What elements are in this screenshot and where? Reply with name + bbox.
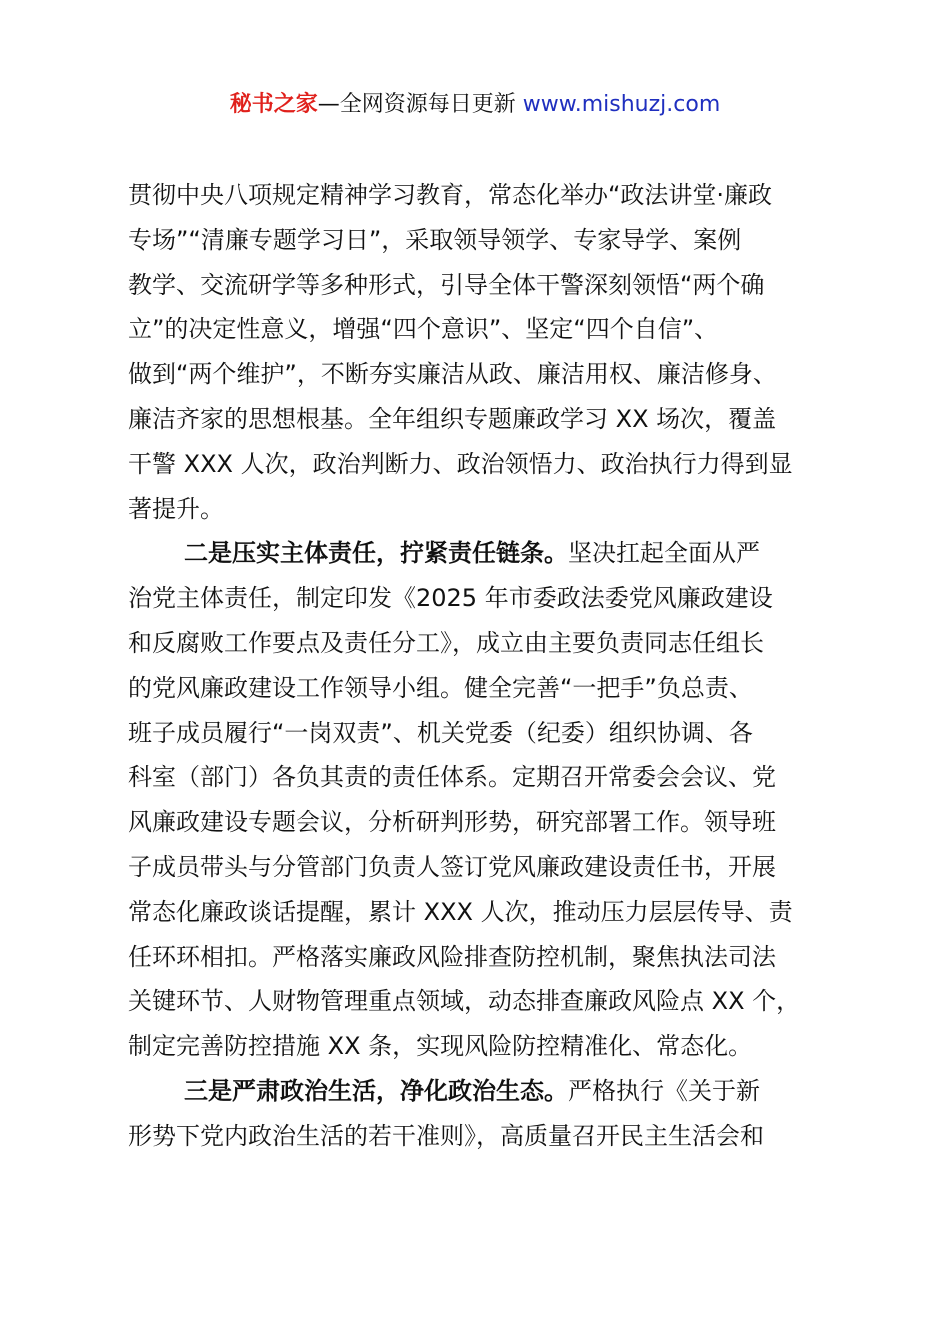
text-line: 和反腐败工作要点及责任分工》，成立由主要负责同志任组长 [128,628,764,657]
text-line: 常态化廉政谈话提醒，累计 XXX 人次，推动压力层层传导、责 [128,897,793,926]
paragraph-heading: 二是压实主体责任，拧紧责任链条。 [184,539,568,568]
text-line: 立”的决定性意义，增强“四个意识”、坚定“四个自信”、 [128,315,719,344]
text-line: 治党主体责任，制定印发《2025 年市委政法委党风廉政建设 [128,584,773,613]
text-line: 贯彻中央八项规定精神学习教育，常态化举办“政法讲堂·廉政 [128,181,773,209]
text-line: 关键环节、人财物管理重点领域，动态排查廉政风险点 XX 个， [128,987,801,1016]
text-line: 子成员带头与分管部门负责人签订党风廉政建设责任书，开展 [128,852,776,881]
document-body [128,173,828,1159]
text-line: 科室（部门）各负其责的责任体系。定期召开常委会会议、党 [128,763,776,792]
paragraph-2 [128,531,828,1069]
text-line: 风廉政建设专题会议，分析研判形势，研究部署工作。领导班 [128,808,776,837]
header-tagline: —全网资源每日更新 [317,92,523,117]
paragraph-3 [128,1069,828,1159]
paragraph-1 [128,173,828,531]
text-line: 任环环相扣。严格落实廉政风险排查防控机制，聚焦执法司法 [128,942,776,971]
text-line: 专场”“清廉专题学习日”，采取领导领学、专家导学、案例 [128,225,742,254]
paragraph-heading: 三是严肃政治生活，净化政治生态。 [184,1076,568,1105]
first-line [128,1069,828,1114]
site-url-link[interactable]: www.mishuzj.com [522,92,721,117]
text-line: 形势下党内政治生活的若干准则》，高质量召开民主生活会和 [128,1121,764,1150]
first-line [128,531,828,576]
text-line: 班子成员履行“一岗双责”、机关党委（纪委）组织协调、各 [128,718,753,747]
page-header [0,88,950,122]
text-line: 教学、交流研学等多种形式，引导全体干警深刻领悟“两个确 [128,270,765,299]
text-line: 的党风廉政建设工作领导小组。健全完善“一把手”负总责、 [128,673,753,702]
heading-continuation: 坚决扛起全面从严 [568,539,760,568]
text-line: 廉洁齐家的思想根基。全年组织专题廉政学习 XX 场次，覆盖 [128,404,777,433]
text-line: 做到“两个维护”，不断夯实廉洁从政、廉洁用权、廉洁修身、 [128,360,777,389]
text-line: 著提升。 [128,494,224,523]
brand-name: 秘书之家 [229,92,318,117]
text-line: 干警 XXX 人次，政治判断力、政治领悟力、政治执行力得到显 [128,449,793,478]
heading-continuation: 严格执行《关于新 [568,1076,760,1105]
text-line: 制定完善防控措施 XX 条，实现风险防控精准化、常态化。 [128,1032,753,1061]
